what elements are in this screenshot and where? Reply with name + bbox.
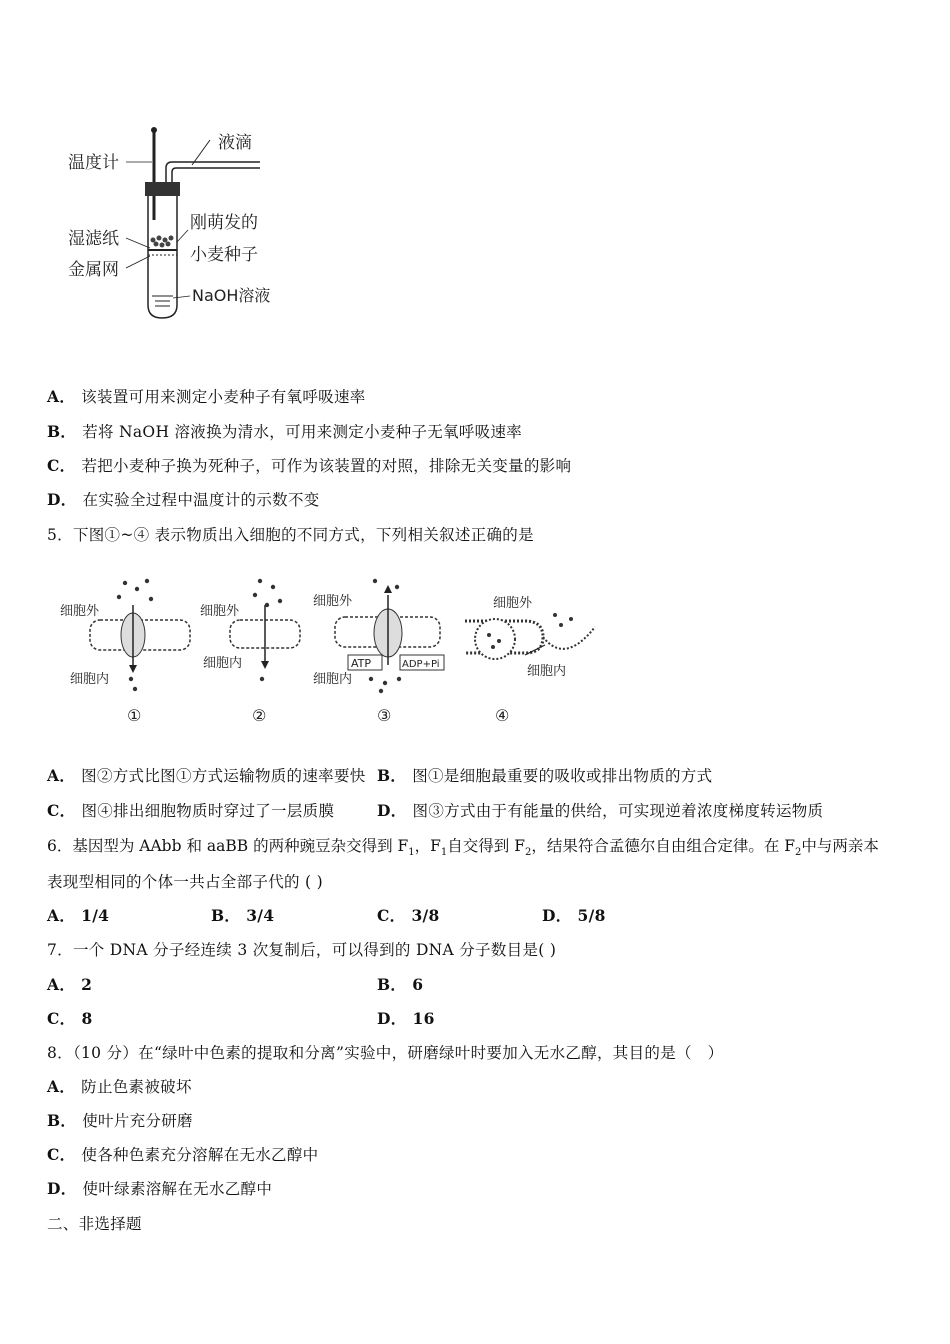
panel-number-4: ④ <box>495 706 510 725</box>
q6-option-d[interactable]: D． 5/8 <box>542 906 606 925</box>
panel1-outside: 细胞外 <box>60 604 100 619</box>
membrane-transport-figure <box>55 575 615 735</box>
panel-3 <box>313 579 444 693</box>
panel3-outside: 细胞外 <box>313 594 353 609</box>
q4-option-b[interactable]: B． 若将 NaOH 溶液换为清水，可用来测定小麦种子无氧呼吸速率 <box>47 422 523 441</box>
label-naoh: NaOH溶液 <box>192 286 271 305</box>
q6-option-b[interactable]: B． 3/4 <box>211 906 275 925</box>
q8-option-b[interactable]: B． 使叶片充分研磨 <box>47 1111 193 1130</box>
q5-option-d[interactable]: D． 图③方式由于有能量的供给，可实现逆着浓度梯度转运物质 <box>377 801 824 820</box>
q8-stem: 8．（10 分）在“绿叶中色素的提取和分离”实验中，研磨绿叶时要加入无水乙醇，其目的是（ ） <box>47 1044 724 1062</box>
q7-option-a[interactable]: A． 2 <box>47 975 93 994</box>
q6-option-c[interactable]: C． 3/8 <box>377 906 440 925</box>
q8-option-c[interactable]: C． 使各种色素充分溶解在无水乙醇中 <box>47 1145 319 1164</box>
q4-option-a[interactable]: A． 该装置可用来测定小麦种子有氧呼吸速率 <box>47 387 366 406</box>
panel-2 <box>200 579 300 681</box>
q5-stem: 5．下图①~④ 表示物质出入细胞的不同方式，下列相关叙述正确的是 <box>47 526 534 544</box>
label-wet-paper: 湿滤纸 <box>68 229 119 249</box>
q8-option-a[interactable]: A． 防止色素被破坏 <box>47 1077 192 1096</box>
label-seeds-2: 小麦种子 <box>190 245 258 265</box>
label-metal-mesh: 金属网 <box>68 260 119 280</box>
q7-stem: 7．一个 DNA 分子经连续 3 次复制后，可以得到的 DNA 分子数目是( ) <box>47 941 557 959</box>
panel1-inside: 细胞内 <box>70 672 110 687</box>
label-seeds-1: 刚萌发的 <box>190 213 258 233</box>
panel2-outside: 细胞外 <box>200 604 240 619</box>
q8-option-d[interactable]: D． 使叶绿素溶解在无水乙醇中 <box>47 1179 273 1198</box>
panel2-inside: 细胞内 <box>203 656 243 671</box>
panel-number-2: ② <box>252 706 267 725</box>
respiration-apparatus-figure <box>60 120 310 330</box>
panel4-outside: 细胞外 <box>493 596 533 611</box>
q4-option-c[interactable]: C． 若把小麦种子换为死种子，可作为该装置的对照，排除无关变量的影响 <box>47 456 572 475</box>
q6-stem-line2: 表现型相同的个体一共占全部子代的 ( ) <box>47 873 323 891</box>
label-thermometer: 温度计 <box>68 153 119 173</box>
panel-number-3: ③ <box>377 706 392 725</box>
q5-option-b[interactable]: B． 图①是细胞最重要的吸收或排出物质的方式 <box>377 766 713 785</box>
q4-option-d[interactable]: D． 在实验全过程中温度计的示数不变 <box>47 490 320 509</box>
panel-4 <box>465 596 595 679</box>
panel-number-1: ① <box>127 706 142 725</box>
q5-option-c[interactable]: C． 图④排出细胞物质时穿过了一层质膜 <box>47 801 335 820</box>
q7-option-d[interactable]: D． 16 <box>377 1009 435 1028</box>
panel-1 <box>60 579 190 691</box>
label-droplet: 液滴 <box>218 133 252 153</box>
panel3-atp: ATP <box>351 657 372 670</box>
q7-option-b[interactable]: B． 6 <box>377 975 424 994</box>
q6-stem-line1: 6．基因型为 AAbb 和 aaBB 的两种豌豆杂交得到 $F_1$，$F_1$自交得到 $F_2$，结果符合孟德尔自由组合定律。在 $F_2$中与两亲本 <box>47 837 879 859</box>
q7-option-c[interactable]: C． 8 <box>47 1009 93 1028</box>
panel3-inside: 细胞内 <box>313 672 353 687</box>
q6-option-a[interactable]: A． 1/4 <box>47 906 110 925</box>
section-heading-non-choice: 二、非选择题 <box>47 1215 142 1233</box>
q5-option-a[interactable]: A． 图②方式比图①方式运输物质的速率要快 <box>47 766 366 785</box>
panel3-adp: ADP+Pi <box>402 659 440 670</box>
panel4-inside: 细胞内 <box>527 664 567 679</box>
